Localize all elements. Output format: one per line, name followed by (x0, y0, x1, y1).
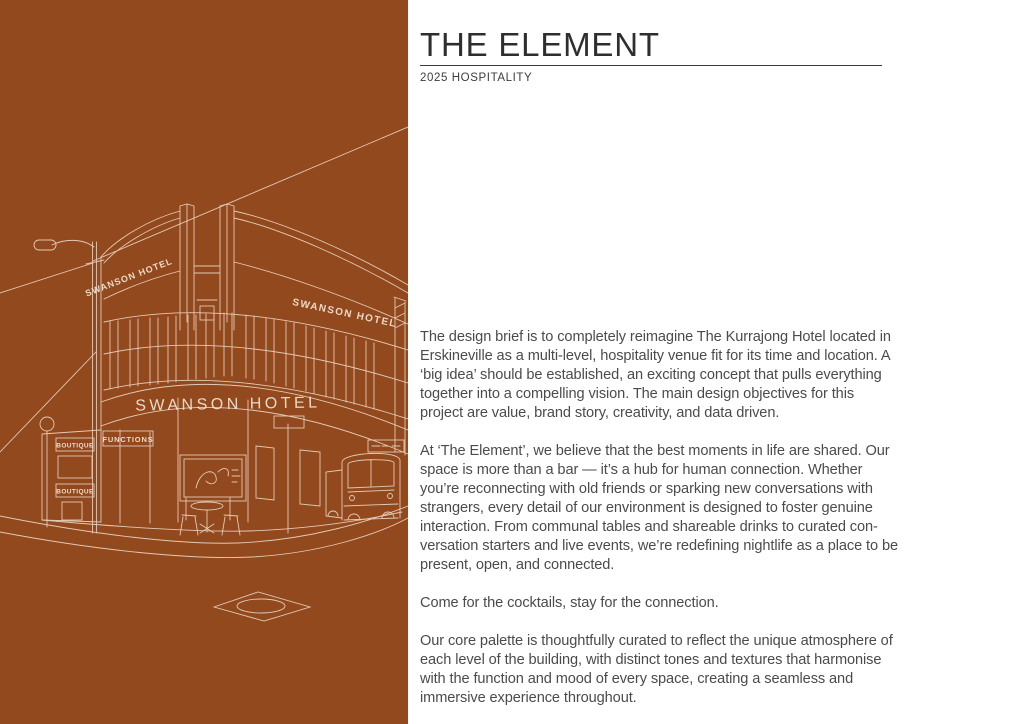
van-headlight-left (350, 496, 355, 501)
body-paragraph-brief (420, 328, 1015, 423)
parapet-right (234, 211, 408, 285)
parapet-right-inner (234, 218, 408, 293)
parapet-left (101, 211, 180, 257)
text-line: Come for the cocktails, stay for the connection. (420, 595, 719, 612)
facade-left-sign-text: SWANSON HOTEL (83, 255, 174, 299)
text-line: you’re reconnecting with old friends or sparking new conversations with (420, 481, 873, 498)
text-line: project are value, brand story, creativity, and data driven. (420, 405, 780, 422)
hotel-line-illustration (0, 0, 408, 724)
text-line: immersive experience throughout. (420, 690, 637, 707)
manhole-cover (237, 599, 285, 613)
text-line: with the function and mood of every space, creating a seamless and (420, 671, 854, 688)
bistro-table (191, 502, 223, 510)
text-line: Our core palette is thoughtfully curated to reflect the unique atmosphere of (420, 633, 893, 650)
tower-crossbars (194, 266, 220, 300)
bistro-chair-right (222, 498, 240, 535)
left-wing-window (58, 456, 92, 478)
text-line: Erskineville as a multi-level, hospitality venue fit for its time and location. A (420, 348, 891, 365)
lamp-arm (52, 240, 94, 247)
text-line: space is more than a bar — it’s a hub for human connection. Whether (420, 462, 863, 479)
functions-sign-text: FUNCTIONS (102, 435, 154, 444)
tower-fin-right (220, 204, 234, 330)
text-line: At ‘The Element’, we believe that the best moments in life are shared. Our (420, 443, 890, 460)
curb-line-1 (0, 506, 408, 543)
text-line: versation starters and live events, we’re redefining nightlife as a place to be (420, 538, 899, 555)
street-sign-disc (40, 417, 54, 431)
window-artwork (196, 469, 240, 488)
page-subtitle: 2025 HOSPITALITY (420, 72, 533, 85)
power-wire (0, 352, 96, 452)
body-paragraph-palette (420, 632, 1015, 708)
van-windshield (348, 460, 394, 488)
curb-line-2 (0, 518, 408, 558)
awning-sign-text: SWANSON HOTEL (135, 394, 321, 415)
power-wire (0, 263, 93, 293)
corner-window-frame (180, 455, 246, 501)
text-line: each level of the building, with distinct tones and textures that harmonise (420, 652, 882, 669)
body-paragraph-concept (420, 442, 1015, 575)
text-line: ‘big idea’ should be established, an exciting concept that pulls everything (420, 367, 882, 384)
text-line: strangers, every detail of our environment is designed to foster genuine (420, 500, 873, 517)
boutique-sign-text-lower: BOUTIQUE (56, 488, 94, 496)
left-wing-door (62, 502, 82, 520)
text-line: present, open, and connected. (420, 557, 615, 574)
bistro-table-legs (200, 510, 214, 533)
brand-panel (0, 0, 408, 724)
page-title: THE ELEMENT (420, 26, 660, 63)
text-line: together into a compelling vision. The main design objectives for this (420, 386, 855, 403)
illustration-linework (0, 127, 408, 621)
boutique-sign-text-upper: BOUTIQUE (56, 442, 94, 450)
title-rule (420, 65, 882, 66)
van-front-lines (344, 490, 398, 520)
signpost-sign (274, 416, 304, 428)
band-right (234, 262, 408, 324)
van-headlight-right (388, 494, 393, 499)
content-column (408, 0, 1024, 724)
body-paragraph-tagline (420, 594, 1015, 613)
corner-window-inner (184, 459, 242, 497)
text-line: The design brief is to completely reimagine The Kurrajong Hotel located in (420, 329, 891, 346)
facade-right-sign-text: SWANSON HOTEL (291, 297, 398, 331)
text-line: interaction. From communal tables and shareable drinks to curated con- (420, 519, 878, 536)
power-wire (93, 127, 408, 261)
upper-windows (110, 313, 374, 409)
manhole-slab (214, 592, 310, 621)
van-side (326, 470, 342, 518)
body-copy (420, 328, 1015, 708)
